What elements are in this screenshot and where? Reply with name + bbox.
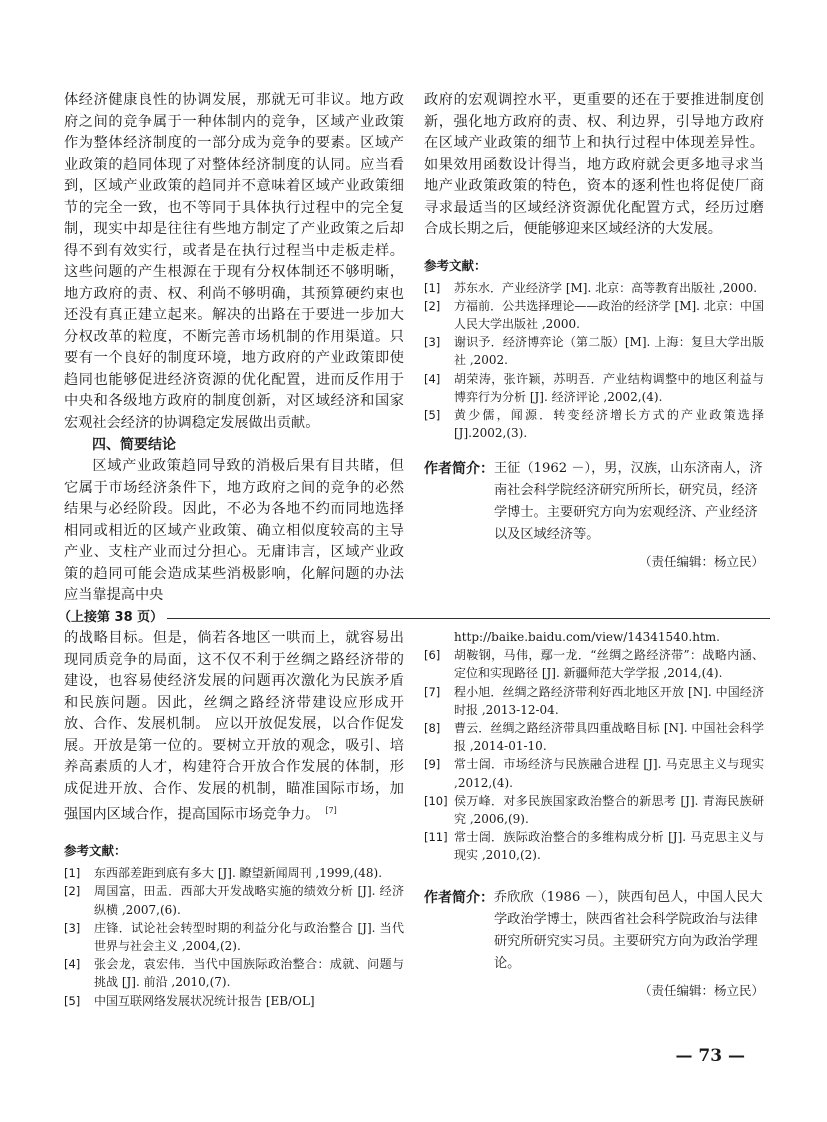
reference-text: 胡鞍钢，马伟，鄢一龙．“丝绸之路经济带”：战略内涵、定位和实现路径 [J]. 新疆师范大学学报 ,2014,(4). — [454, 648, 764, 681]
continuation-label: （上接第 38 页） — [58, 610, 167, 626]
references-title: 参考文献： — [64, 843, 127, 859]
reference-text: 谢识予．经济博弈论（第二版）[M]. 上海：复旦大学出版社 ,2002. — [454, 335, 764, 368]
author-bio — [424, 458, 764, 546]
reference-text: 程小旭．丝绸之路经济带利好西北地区开放 [N]. 中国经济时报 ,2013-12-04. — [454, 684, 764, 717]
references-section — [424, 257, 764, 443]
continuation-divider — [58, 610, 770, 626]
reference-item — [424, 792, 764, 828]
reference-number: [8] — [424, 721, 441, 736]
reference-number: [10] — [424, 793, 448, 808]
reference-item — [424, 683, 764, 719]
article-body-top-right — [424, 90, 764, 241]
reference-text: 胡荣涛，张许颖，苏明吾．产业结构调整中的地区利益与博弈行为分析 [J]. 经济评论 ,2002,(4). — [454, 371, 764, 404]
reference-number: [6] — [424, 648, 441, 663]
reference-item — [64, 955, 404, 991]
reference-item — [424, 279, 764, 297]
reference-number: [11] — [424, 830, 448, 845]
reference-item — [64, 882, 404, 918]
reference-text: 黄少儒，闻源．转变经济增长方式的产业政策选择 [J].2002,(3). — [454, 407, 764, 441]
top-left-column — [64, 90, 404, 607]
author-text: 乔欣欣（1986 －），陕西旬邑人，中国人民大学政治学博士，陕西省社会科学院政治与法律研究所研究实习员。主要研究方向为政治学理论。 — [494, 889, 763, 971]
reference-number: [4] — [424, 371, 441, 386]
citation-superscript: [7] — [325, 806, 337, 815]
reference-text: 东西部差距到底有多大 [J]. 瞭望新闻周刊 ,1999,(48). — [94, 866, 383, 881]
reference-number: [1] — [64, 866, 81, 881]
reference-item — [64, 919, 404, 955]
section-heading: 四、简要结论 — [92, 437, 176, 453]
article-body-top-left — [64, 90, 404, 607]
reference-item — [64, 864, 404, 882]
author-text: 王征（1962 －），男，汉族，山东济南人，济南社会科学院经济研究所所长，研究员，经济学博士。主要研究方向为宏观经济、产业经济以及区域经济等。 — [494, 461, 763, 543]
paragraph: 体经济健康良性的协调发展，那就无可非议。地方政府之间的竞争属于一种体制内的竞争，区域产业政策作为整体经济制度的一部分成为竞争的要素。区域产业政策的趋同体现了对整体经济制度的认同。应当看到，区域产业政策的趋同并不意味着区域产业政策细节的完全一致，也不等同于具体执行过程中的完全复制，现实中却是往往有些地方制定了产业政策之后却得不到有效实行，或者是在执行过程当中走板走样。这些问题的产生根源在于现有分权体制还不够明晰，地方政府的责、权、利尚不够明确，其预算硬约束也还没有真正建立起来。解决的出路在于要进一步加大分权改革的粒度，不断完善市场机制的作用渠道。只要有一个良好的制度环境，地方政府的产业政策即使趋同也能够促进经济资源的优化配置，进而反作用于中央和各级地方政府的制度创新，对区域经济和国家宏观社会经济的协调稳定发展做出贡献。 — [64, 92, 404, 431]
reference-item — [424, 297, 764, 333]
references-title: 参考文献： — [424, 257, 487, 273]
reference-item — [424, 646, 764, 682]
author-label: 作者简介： — [424, 461, 494, 478]
reference-item — [424, 406, 764, 442]
reference-number: [2] — [424, 298, 441, 313]
reference-number: [7] — [424, 684, 441, 699]
reference-text: 曹云．丝绸之路经济带具四重战略目标 [N]. 中国社会科学报 ,2014-01-10. — [454, 721, 764, 754]
reference-continuation — [424, 628, 764, 646]
bottom-left-column — [64, 628, 404, 1010]
reference-number: [4] — [64, 957, 81, 972]
reference-item — [424, 828, 764, 864]
reference-item — [424, 719, 764, 755]
article-body-bottom-left — [64, 628, 404, 826]
paragraph-text: 的战略目标。但是，倘若各地区一哄而上，就容易出现同质竞争的局面，这不仅不利于丝绸之路经济带的建设，也容易使经济发展的问题再次激化为民族矛盾和民族问题。因此，丝绸之路经济带建设应形成开放、合作、发展机制。 应以开放促发展，以合作促发展。开放是第一位的。要树立开放的观念，吸引、培养高素质的人才，构建符合开放合作发展的体制，形成促进开放、合作、发展的机制，瞄准国际市场，加强国内区域合作，提高国际市场竞争力。 — [64, 630, 404, 823]
reference-number: [1] — [424, 280, 441, 295]
reference-text: 方福前．公共选择理论——政治的经济学 [M]. 北京：中国人民大学出版社 ,2000. — [454, 298, 764, 331]
reference-number: [5] — [64, 993, 81, 1008]
reference-item — [64, 992, 404, 1010]
references-section — [64, 842, 404, 1010]
reference-text: 张会龙，袁宏伟．当代中国族际政治整合：成就、问题与挑战 [J]. 前沿 ,2010,(7). — [94, 957, 404, 990]
reference-text: 侯万峰．对多民族国家政治整合的新思考 [J]. 青海民族研究 ,2006,(9). — [454, 793, 764, 827]
reference-number: [3] — [64, 920, 81, 935]
reference-text: 庄锋．试论社会转型时期的利益分化与政治整合 [J]. 当代世界与社会主义 ,2004,(2). — [94, 920, 404, 954]
reference-item — [424, 370, 764, 406]
reference-number: [9] — [424, 757, 441, 772]
editor-credit: （责任编辑：杨立民） — [638, 554, 764, 570]
bottom-right-column — [424, 628, 764, 1001]
reference-number: [3] — [424, 335, 441, 350]
author-bio — [424, 887, 764, 975]
reference-text: 常士訚．市场经济与民族融合进程 [J]. 马克思主义与现实 ,2012,(4). — [454, 757, 764, 790]
reference-number: [2] — [64, 884, 81, 899]
top-right-column — [424, 90, 764, 572]
paragraph — [64, 628, 404, 826]
reference-number: [5] — [424, 407, 441, 422]
page-number: — 73 — — [675, 1046, 745, 1066]
reference-url: http://baike.baidu.com/view/14341540.htm. — [454, 630, 720, 644]
reference-item — [424, 333, 764, 369]
divider-line — [158, 618, 770, 619]
reference-text: 周国富，田盂．西部大开发战略实施的绩效分析 [J]. 经济纵横 ,2007,(6). — [94, 884, 404, 917]
reference-item — [424, 755, 764, 791]
editor-credit: （责任编辑：杨立民） — [638, 982, 764, 998]
reference-text: 中国互联网络发展状况统计报告 [EB/OL] — [94, 993, 315, 1008]
paragraph: 区域产业政策趋同导致的消极后果有目共睹，但它属于市场经济条件下，地方政府之间的竞争的必然结果与必经阶段。因此，不必为各地不约而同地选择相同或相近的区域产业政策、确立相似度较高的主导产业、支柱产业而过分担心。无庸讳言，区域产业政策的趋同可能会造成某些消极影响，化解问题的办法应当靠提高中央 — [64, 458, 404, 603]
reference-text: 苏东水．产业经济学 [M]. 北京：高等教育出版社 ,2000. — [454, 280, 758, 295]
reference-text: 常士訚．族际政治整合的多维构成分析 [J]. 马克思主义与现实 ,2010,(2). — [454, 830, 764, 863]
author-label: 作者简介： — [424, 889, 494, 906]
paragraph: 政府的宏观调控水平，更重要的还在于要推进制度创新，强化地方政府的责、权、利边界，引导地方政府在区域产业政策的细节上和执行过程中体现差异性。如果效用函数设计得当，地方政府就会更多地寻求当地产业政策政策的特色，资本的逐利性也将促使厂商寻求最适当的区域经济资源优化配置方式，经历过磨合成长期之后，便能够迎来区域经济的大发展。 — [424, 92, 764, 237]
